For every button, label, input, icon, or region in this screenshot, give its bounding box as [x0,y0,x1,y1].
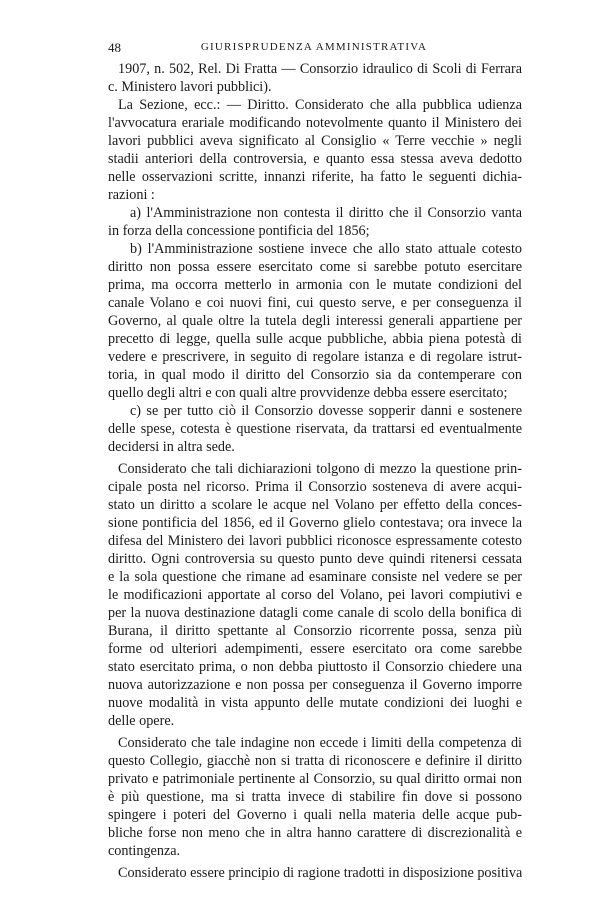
running-header [108,40,520,58]
text-line: razioni : [108,187,155,203]
paragraph-p2 [108,460,522,730]
text-line: 1907, n. 502, Rel. Di Fratta — Consorzio idraulico di Scoli di Ferrara [118,61,522,77]
text-line: in forza della concessione pontificia del 1856; [108,223,370,239]
text-line: nelle osservazioni scritte, innanzi riferite, ha fatto le seguenti dichia- [108,169,522,185]
text-line: e la sola questione che rimane ad esaminare consiste nel vedere se per [108,569,522,585]
text-line: è più questione, ma si tratta invece di stabilire fin dove si possono [108,789,522,805]
text-line: nuova autorizzazione e non possa per conseguenza il Governo imporre [108,677,522,693]
paragraph-p3 [108,734,522,860]
paragraph-pa [108,204,522,240]
paragraph-p1 [108,96,522,204]
paragraph-pc [108,402,522,456]
text-line: questo Collegio, giacchè non si tratta di riconoscere e definire il diritto [108,753,522,769]
paragraph-pb [108,240,522,402]
text-line: nuove modalità in vista appunto delle mutate condizioni dei luoghi e [108,695,522,711]
text-line: difesa del Ministero dei lavori pubblici riconosce espressamente cotesto [108,533,522,549]
text-line: per la nuova destinazione datagli come canale di scolo della bonifica di [108,605,522,621]
text-line: decidersi in altra sede. [108,439,235,455]
page-number: 48 [108,40,121,55]
text-line: delle spese, cotesta è questione riservata, da trattarsi ed eventualmente [108,421,522,437]
text-line: b) l'Amministrazione sostiene invece che allo stato attuale cotesto [130,241,522,257]
text-line: prima, ma occorra metterlo in armonia con le mutate condizioni del [108,277,522,293]
text-line: c) se per tutto ciò il Consorzio dovesse sopperir danni e sostenere [130,403,522,419]
text-line: le modificazioni apportate al corso del Volano, pei lavori compiutivi e [108,587,522,603]
text-line: canale Volano e coi nuovi fini, cui questo serve, e per conseguenza il [108,295,522,311]
text-line: l'avvocatura erariale modificando notevolmente quanto il Ministero dei [108,115,522,131]
text-line: Considerato che tale indagine non eccede i limiti della competenza di [118,735,522,751]
text-line: La Sezione, ecc.: — Diritto. Considerato che alla pubblica udienza [118,97,522,113]
body-text [108,60,522,882]
text-line: delle opere. [108,713,175,729]
text-line: privato e patrimoniale pertinente al Consorzio, su qual diritto ormai non [108,771,522,787]
text-line: Burana, il diritto spettante al Consorzio ricorrente possa, senza più [108,623,522,639]
text-line: forme od ulteriori adempimenti, essere esercitato ora come sarebbe [108,641,522,657]
text-line: vedere e prescrivere, in seguito di regolare istanza e di regolare istrut- [108,349,522,365]
text-line: Considerato che tali dichiarazioni tolgono di mezzo la questione prin- [118,461,522,477]
text-line: Governo, al quale oltre la tutela degli interessi generali appartiene per [108,313,522,329]
text-line: stato un diritto a scolare le acque nel Volano per effetto della conces- [108,497,522,513]
paragraph-p4 [108,864,522,882]
running-title: GIURISPRUDENZA AMMINISTRATIVA [200,41,428,53]
text-line: bliche forse non meno che in altra hanno carattere di discrezionalità e [108,825,522,841]
text-line: a) l'Amministrazione non contesta il diritto che il Consorzio vanta [130,205,522,221]
text-line: Considerato essere principio di ragione tradotti in disposizione positiva [118,865,522,881]
paragraph-intro [108,60,522,96]
text-line: toria, in qual modo il diritto del Consorzio sia da contemperare con [108,367,522,383]
text-line: diritto non possa essere esercitato come si sarebbe potuto esercitare [108,259,522,275]
text-line: stadii anteriori della controversia, e quanto essa stessa aveva dedotto [108,151,522,167]
text-line: lavori pubblici aveva significato al Consiglio « Terre vecchie » negli [108,133,522,149]
text-line: c. Ministero lavori pubblici). [108,79,272,95]
text-line: sione pontificia del 1856, ed il Governo glielo contestava; ora invece la [108,515,522,531]
text-line: precetto di legge, quella sulle acque pubbliche, abbia piena potestà di [108,331,522,347]
text-line: spingere i poteri del Governo i quali nella materia delle acque pub- [108,807,522,823]
text-line: contingenza. [108,843,181,859]
text-line: quello degli altri e con quali altre provvidenze debba essere esercitato; [108,385,508,401]
text-line: diritto. Ogni controversia su questo punto deve quindi ritenersi cessata [108,551,522,567]
text-line: stato esercitato prima, o non debba piuttosto il Consorzio chiedere una [108,659,522,675]
text-line: cipale posta nel ricorso. Prima il Consorzio sosteneva di avere acqui- [108,479,522,495]
